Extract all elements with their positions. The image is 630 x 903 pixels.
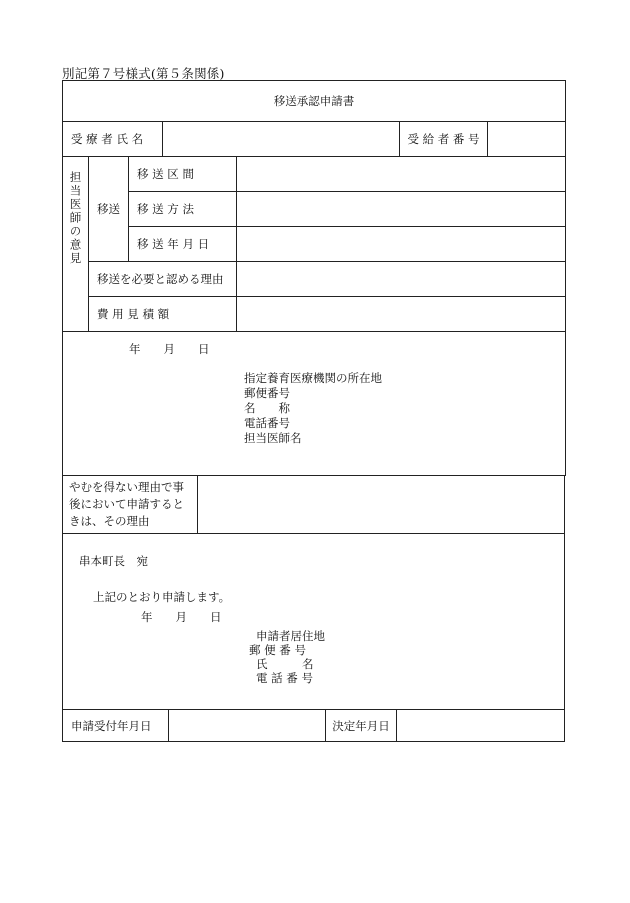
reception-date-field[interactable] xyxy=(169,710,326,742)
reason-table xyxy=(62,475,565,534)
form-title: 移送承認申請書 xyxy=(63,81,566,122)
decision-date-field[interactable] xyxy=(397,710,565,742)
institution-address-label: 指定養育医療機関の所在地 xyxy=(244,371,382,385)
transport-label: 移送 xyxy=(89,157,129,262)
application-table xyxy=(62,533,565,710)
unavoidable-reason-field[interactable] xyxy=(198,476,565,534)
cost-estimate-field[interactable] xyxy=(237,297,566,332)
decision-date-label: 決定年月日 xyxy=(326,710,397,742)
transport-date-field[interactable] xyxy=(237,227,566,262)
transport-section-field[interactable] xyxy=(237,157,566,192)
form-heading: 別記第７号様式(第５条関係) xyxy=(62,66,225,81)
institution-name-label: 名 称 xyxy=(244,401,290,415)
patient-name-field[interactable] xyxy=(163,122,400,157)
application-statement: 上記のとおり申請します。 xyxy=(93,590,231,604)
institution-doctor-label: 担当医師名 xyxy=(244,431,302,445)
transport-section-label: 移 送 区 間 xyxy=(129,157,237,192)
patient-name-label: 受 療 者 氏 名 xyxy=(63,122,163,157)
main-table xyxy=(62,80,566,476)
applicant-name-label: 氏 名 xyxy=(256,657,314,671)
reason-label: 移送を必要と認める理由 xyxy=(89,262,237,297)
application-date: 年 月 日 xyxy=(141,610,222,624)
applicant-phone-label: 電 話 番 号 xyxy=(256,671,313,685)
opinion-date: 年 月 日 xyxy=(129,342,210,356)
doctor-opinion-cell xyxy=(63,157,89,332)
reason-field[interactable] xyxy=(237,262,566,297)
reception-date-label: 申請受付年月日 xyxy=(63,710,169,742)
doctor-opinion-label: 担当医師の意見 xyxy=(68,171,83,266)
transport-date-label: 移 送 年 月 日 xyxy=(129,227,237,262)
institution-phone-label: 電話番号 xyxy=(244,416,290,430)
unavoidable-reason-label: やむを得ない理由で事後において申請するときは、その理由 xyxy=(63,476,198,534)
institution-info xyxy=(244,371,382,446)
application-block xyxy=(63,534,565,710)
application-form xyxy=(62,80,565,739)
applicant-postal-label: 郵 便 番 号 xyxy=(249,643,306,657)
dates-table xyxy=(62,709,565,742)
applicant-info xyxy=(249,629,325,685)
addressee: 串本町長 宛 xyxy=(79,554,148,568)
cost-estimate-label: 費 用 見 積 額 xyxy=(89,297,237,332)
recipient-number-label: 受 給 者 番 号 xyxy=(400,122,488,157)
transport-method-label: 移 送 方 法 xyxy=(129,192,237,227)
institution-block xyxy=(63,332,566,476)
institution-postal-label: 郵便番号 xyxy=(244,386,290,400)
applicant-address-label: 申請者居住地 xyxy=(256,629,325,643)
transport-method-field[interactable] xyxy=(237,192,566,227)
recipient-number-field[interactable] xyxy=(488,122,566,157)
